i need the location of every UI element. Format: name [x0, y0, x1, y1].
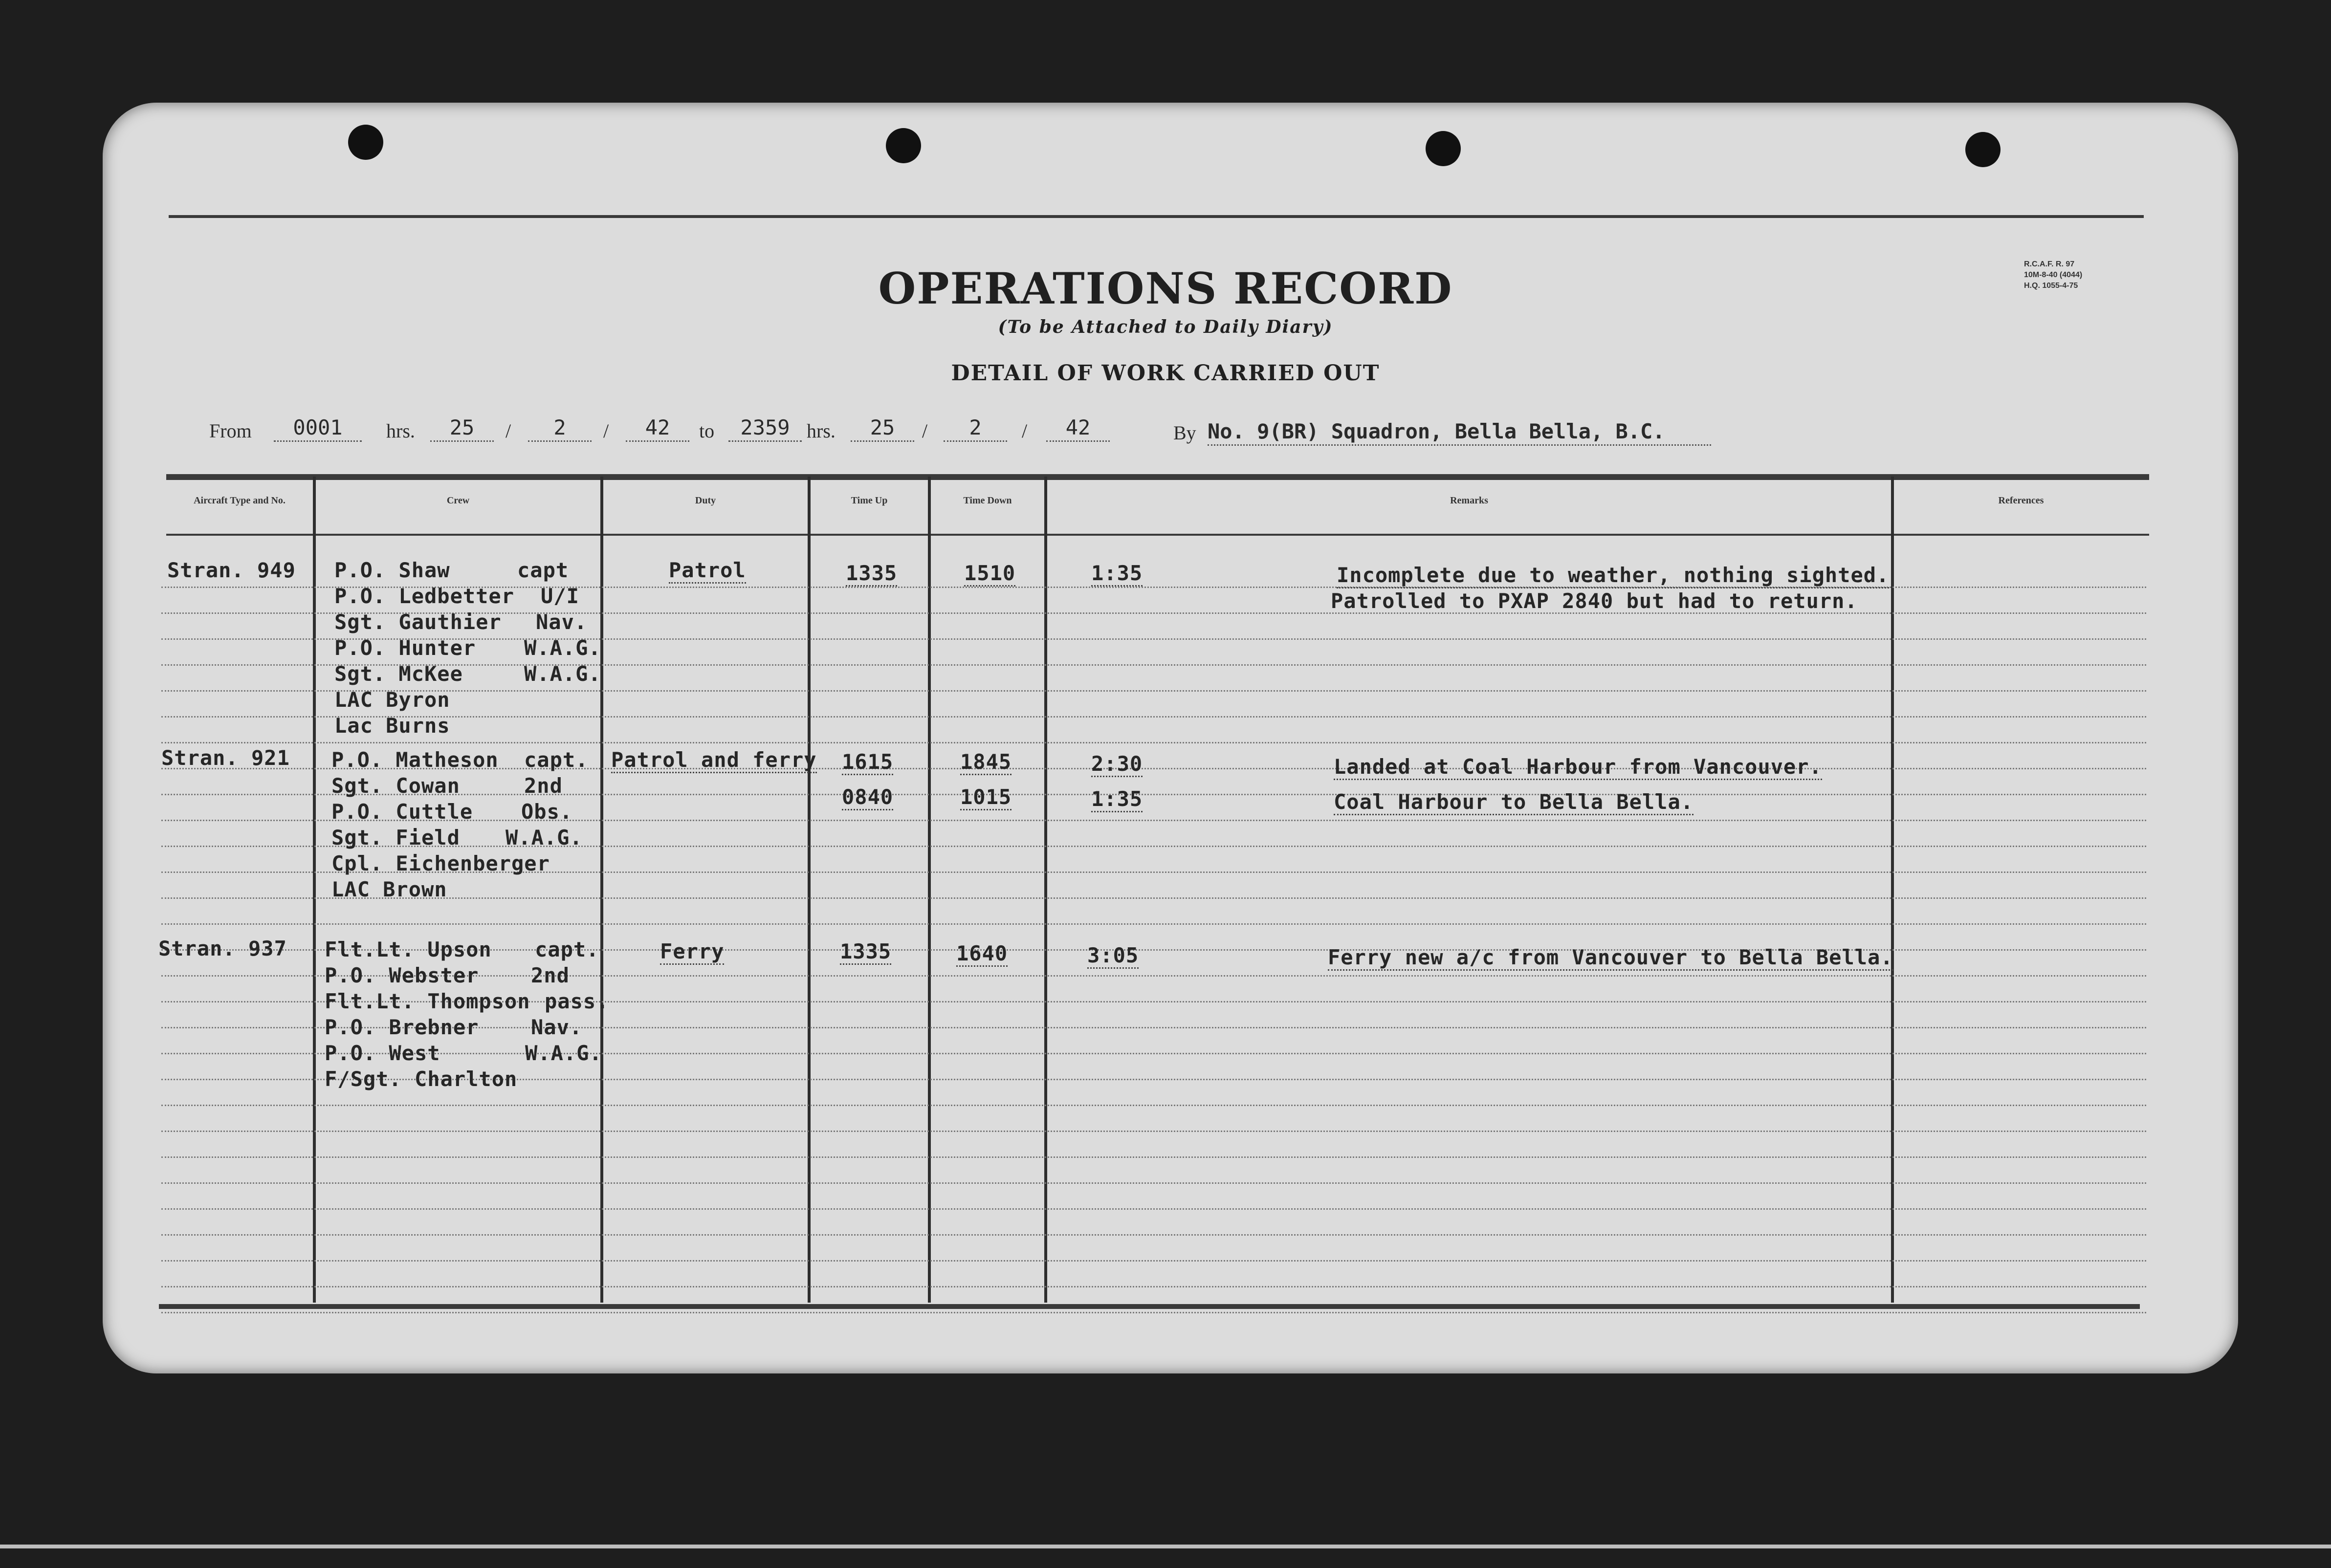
duration-cell: 1:35 [1091, 787, 1143, 812]
col-header-aircraft: Aircraft Type and No. [194, 495, 286, 506]
crew-name: P.O. Brebner [325, 1015, 479, 1039]
row-ruling [161, 923, 2146, 925]
slash: / [1022, 420, 1028, 442]
time-down-cell: 1510 [964, 561, 1015, 587]
duration-cell: 1:35 [1091, 561, 1143, 587]
punch-hole [1965, 132, 2001, 167]
crew-name: Flt.Lt. Upson [325, 937, 492, 961]
remarks-line: Coal Harbour to Bella Bella. [1334, 790, 1693, 815]
page-title: OPERATIONS RECORD [878, 263, 1453, 314]
crew-role: pass. [545, 989, 609, 1013]
crew-role: 2nd [531, 963, 570, 987]
crew-name: P.O. Webster [325, 963, 479, 987]
time-up-cell: 1615 [842, 750, 893, 775]
crew-role: W.A.G. [524, 662, 601, 686]
crew-role: W.A.G. [524, 636, 601, 660]
duty-cell: Patrol [669, 558, 746, 584]
crew-name: P.O. West [325, 1041, 440, 1065]
remarks-line: Incomplete due to weather, nothing sighted. [1337, 563, 1889, 588]
row-ruling [161, 1312, 2146, 1313]
column-divider [600, 477, 603, 1303]
aircraft-cell: Stran. 921 [161, 746, 290, 770]
crew-role: W.A.G. [525, 1041, 602, 1065]
page-subtitle: (To be Attached to Daily Diary) [998, 317, 1333, 337]
col-header-remarks: Remarks [1450, 495, 1488, 506]
crew-role: Nav. [536, 610, 588, 634]
duty-cell: Patrol and ferry [611, 748, 817, 773]
row-ruling [161, 897, 2146, 899]
row-ruling [161, 1105, 2146, 1106]
time-down-cell: 1845 [960, 750, 1012, 775]
to-day: 25 [851, 415, 914, 442]
row-ruling [161, 1053, 2146, 1054]
row-ruling [161, 690, 2146, 692]
from-day: 25 [430, 415, 494, 442]
crew-role: capt [517, 558, 569, 582]
duration-cell: 3:05 [1087, 943, 1139, 969]
row-ruling [161, 742, 2146, 743]
by-label: By [1173, 422, 1196, 444]
col-header-crew: Crew [446, 495, 470, 506]
crew-name: Sgt. Cowan [331, 774, 460, 798]
column-divider [808, 477, 811, 1303]
remarks-line: Ferry new a/c from Vancouver to Bella Bella. [1328, 945, 1893, 971]
from-year: 42 [626, 415, 689, 442]
crew-name: LAC Brown [331, 877, 447, 901]
to-year: 42 [1046, 415, 1110, 442]
crew-name: Sgt. Field [331, 826, 460, 849]
crew-role: 2nd [524, 774, 563, 798]
crew-role: Obs. [521, 800, 573, 824]
from-month: 2 [528, 415, 592, 442]
crew-role: W.A.G. [506, 826, 583, 849]
row-ruling [161, 1260, 2146, 1262]
header-rule [166, 534, 2149, 536]
col-header-references: References [1998, 495, 2044, 506]
crew-name: Flt.Lt. Thompson [325, 989, 530, 1013]
column-divider [1044, 477, 1047, 1303]
time-up-cell: 1335 [840, 939, 891, 965]
row-ruling [161, 1156, 2146, 1158]
remarks-line: Landed at Coal Harbour from Vancouver. [1334, 755, 1822, 780]
time-up-cell: 0840 [842, 785, 893, 810]
crew-name: F/Sgt. Charlton [325, 1067, 518, 1091]
crew-name: Cpl. Eichenberger [331, 851, 550, 875]
crew-name: P.O. Hunter [334, 636, 476, 660]
row-ruling [161, 1234, 2146, 1236]
time-up-cell: 1335 [846, 561, 897, 587]
section-title: DETAIL OF WORK CARRIED OUT [951, 361, 1380, 386]
col-header-time-down: Time Down [963, 495, 1012, 506]
from-time: 0001 [274, 415, 362, 442]
unit-name: No. 9(BR) Squadron, Bella Bella, B.C. [1208, 419, 1711, 446]
table-top-rule [166, 474, 2149, 480]
aircraft-cell: Stran. 937 [158, 936, 287, 960]
punch-hole [348, 125, 383, 160]
column-divider [1891, 477, 1894, 1303]
crew-role: U/I [541, 584, 579, 608]
crew-name: P.O. Cuttle [331, 800, 473, 824]
punch-hole [1426, 131, 1461, 166]
crew-name: Sgt. Gauthier [334, 610, 502, 634]
time-down-cell: 1640 [956, 941, 1008, 967]
table-bottom-rule [159, 1304, 2140, 1309]
crew-name: Lac Burns [334, 714, 450, 738]
column-divider [313, 477, 316, 1303]
crew-name: P.O. Matheson [331, 748, 499, 772]
hrs-label: hrs. [807, 420, 836, 442]
top-rule [169, 215, 2144, 218]
crew-role: Nav. [531, 1015, 583, 1039]
crew-name: P.O. Ledbetter [334, 584, 515, 608]
punch-hole [886, 128, 921, 163]
form-code: R.C.A.F. R. 97 10M-8-40 (4044) H.Q. 1055-4-75 [2024, 260, 2083, 290]
row-ruling [161, 1131, 2146, 1132]
col-header-time-up: Time Up [851, 495, 888, 506]
col-header-duty: Duty [695, 495, 716, 506]
duration-cell: 2:30 [1091, 752, 1143, 777]
hrs-label: hrs. [386, 420, 415, 442]
to-time: 2359 [728, 415, 802, 442]
bottom-edge-rule [0, 1545, 2331, 1548]
aircraft-cell: Stran. 949 [167, 558, 296, 582]
row-ruling [161, 1286, 2146, 1287]
crew-name: LAC Byron [334, 688, 450, 712]
time-down-cell: 1015 [960, 785, 1012, 810]
to-label: to [699, 420, 715, 442]
crew-name: Sgt. McKee [334, 662, 463, 686]
duty-cell: Ferry [660, 939, 724, 965]
from-label: From [209, 420, 252, 442]
to-month: 2 [944, 415, 1007, 442]
column-divider [928, 477, 931, 1303]
row-ruling [161, 1182, 2146, 1184]
remarks-line: Patrolled to PXAP 2840 but had to return. [1331, 589, 1858, 613]
row-ruling [161, 1208, 2146, 1210]
crew-role: capt. [535, 937, 599, 961]
row-ruling [161, 716, 2146, 718]
crew-role: capt. [524, 748, 589, 772]
slash: / [603, 420, 609, 442]
slash: / [506, 420, 511, 442]
crew-name: P.O. Shaw [334, 558, 450, 582]
slash: / [922, 420, 928, 442]
